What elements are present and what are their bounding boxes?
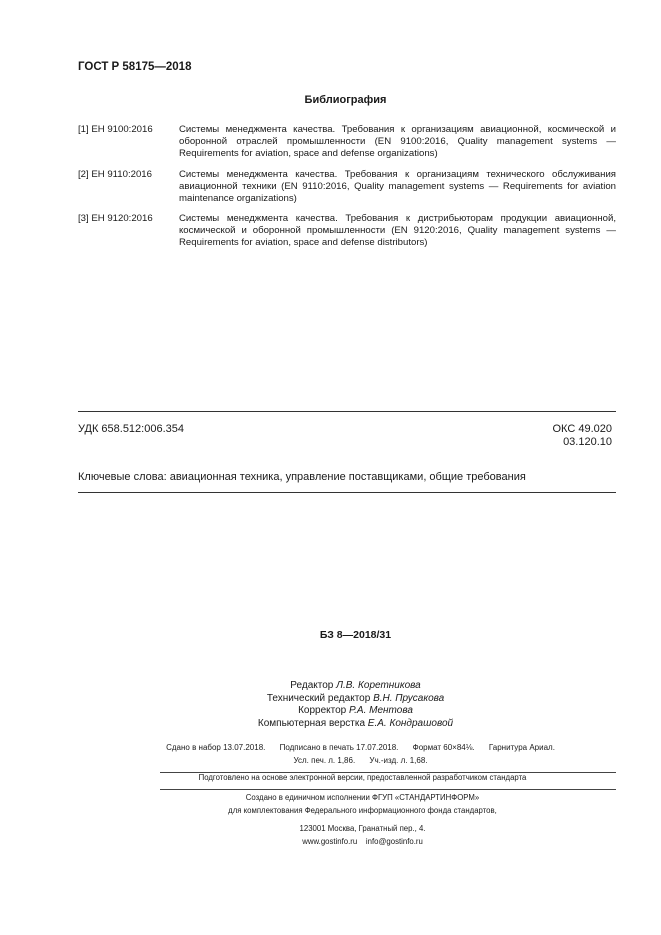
publisher-site[interactable]: www.gostinfo.ru bbox=[302, 836, 358, 846]
divider-bottom bbox=[78, 492, 616, 493]
publisher-line-1: Создано в единичном исполнении ФГУП «СТАНДАРТИНФОРМ» bbox=[245, 793, 480, 802]
oks-line-2: 03.120.10 bbox=[563, 436, 612, 448]
credit-editor: Редактор Л.В. Коретникова bbox=[290, 680, 421, 691]
bibliography-ref: [2] ЕН 9110:2016 bbox=[78, 169, 152, 180]
bz-number: БЗ 8—2018/31 bbox=[319, 629, 392, 641]
bibliography-text: Системы менеджмента качества. Требования к организациям технического обслуживания авиационной техники (EN 9110:2016, Quality management systems — Requirements for aviation maintenance organizations) bbox=[179, 169, 616, 204]
bibliography-ref: [3] ЕН 9120:2016 bbox=[78, 213, 153, 224]
bibliography-item-1 bbox=[78, 124, 616, 162]
bibliography-item-2 bbox=[78, 169, 616, 207]
publisher-block bbox=[0, 792, 661, 848]
divider-top bbox=[78, 411, 616, 412]
document-code: ГОСТ Р 58175—2018 bbox=[78, 61, 192, 73]
bibliography-text: Системы менеджмента качества. Требования к дистрибьюторам продукции авиационной, космической и оборонной промышленности (EN 9120:2016, Quality management systems — Requirements for aviation, space and defense distributors) bbox=[179, 213, 616, 248]
bibliography-ref: [1] ЕН 9100:2016 bbox=[78, 124, 153, 135]
udk-code: УДК 658.512:006.354 bbox=[78, 423, 184, 435]
divider-prepared bbox=[160, 789, 616, 790]
oks-line-1: ОКС 49.020 bbox=[552, 423, 612, 435]
credits-block bbox=[0, 680, 661, 730]
print-info-line-1: Сдано в набор 13.07.2018. Подписано в печать 17.07.2018. Формат 60×84⅛. Гарнитура Ариал. bbox=[166, 743, 555, 752]
bibliography-text: Системы менеджмента качества. Требования к организациям авиационной, космической и оборонной отраслей промышленности (EN 9100:2016, Quality management systems — Requirements for aviation, space and defense organizations) bbox=[179, 124, 616, 159]
print-info-line-2: Усл. печ. л. 1,86. Уч.-изд. л. 1,68. bbox=[293, 756, 428, 765]
publisher-line-2: для комплектования Федерального информационного фонда стандартов, bbox=[228, 805, 497, 815]
keywords: Ключевые слова: авиационная техника, управление поставщиками, общие требования bbox=[78, 471, 526, 483]
bibliography-item-3 bbox=[78, 213, 616, 251]
credit-tech-editor: Технический редактор В.Н. Прусакова bbox=[266, 692, 445, 704]
credit-layout: Компьютерная верстка Е.А. Кондрашовой bbox=[257, 717, 454, 729]
prepared-note: Подготовлено на основе электронной версии, предоставленной разработчиком стандарта bbox=[198, 773, 527, 782]
publisher-contacts bbox=[64, 836, 661, 849]
bibliography-title: Библиография bbox=[304, 94, 387, 106]
oks-code bbox=[553, 423, 613, 449]
publisher-address: 123001 Москва, Гранатный пер., 4. bbox=[299, 824, 426, 834]
credit-corrector: Корректор Р.А. Ментова bbox=[298, 705, 413, 717]
publisher-email[interactable]: info@gostinfo.ru bbox=[365, 836, 423, 846]
print-info bbox=[0, 741, 661, 767]
